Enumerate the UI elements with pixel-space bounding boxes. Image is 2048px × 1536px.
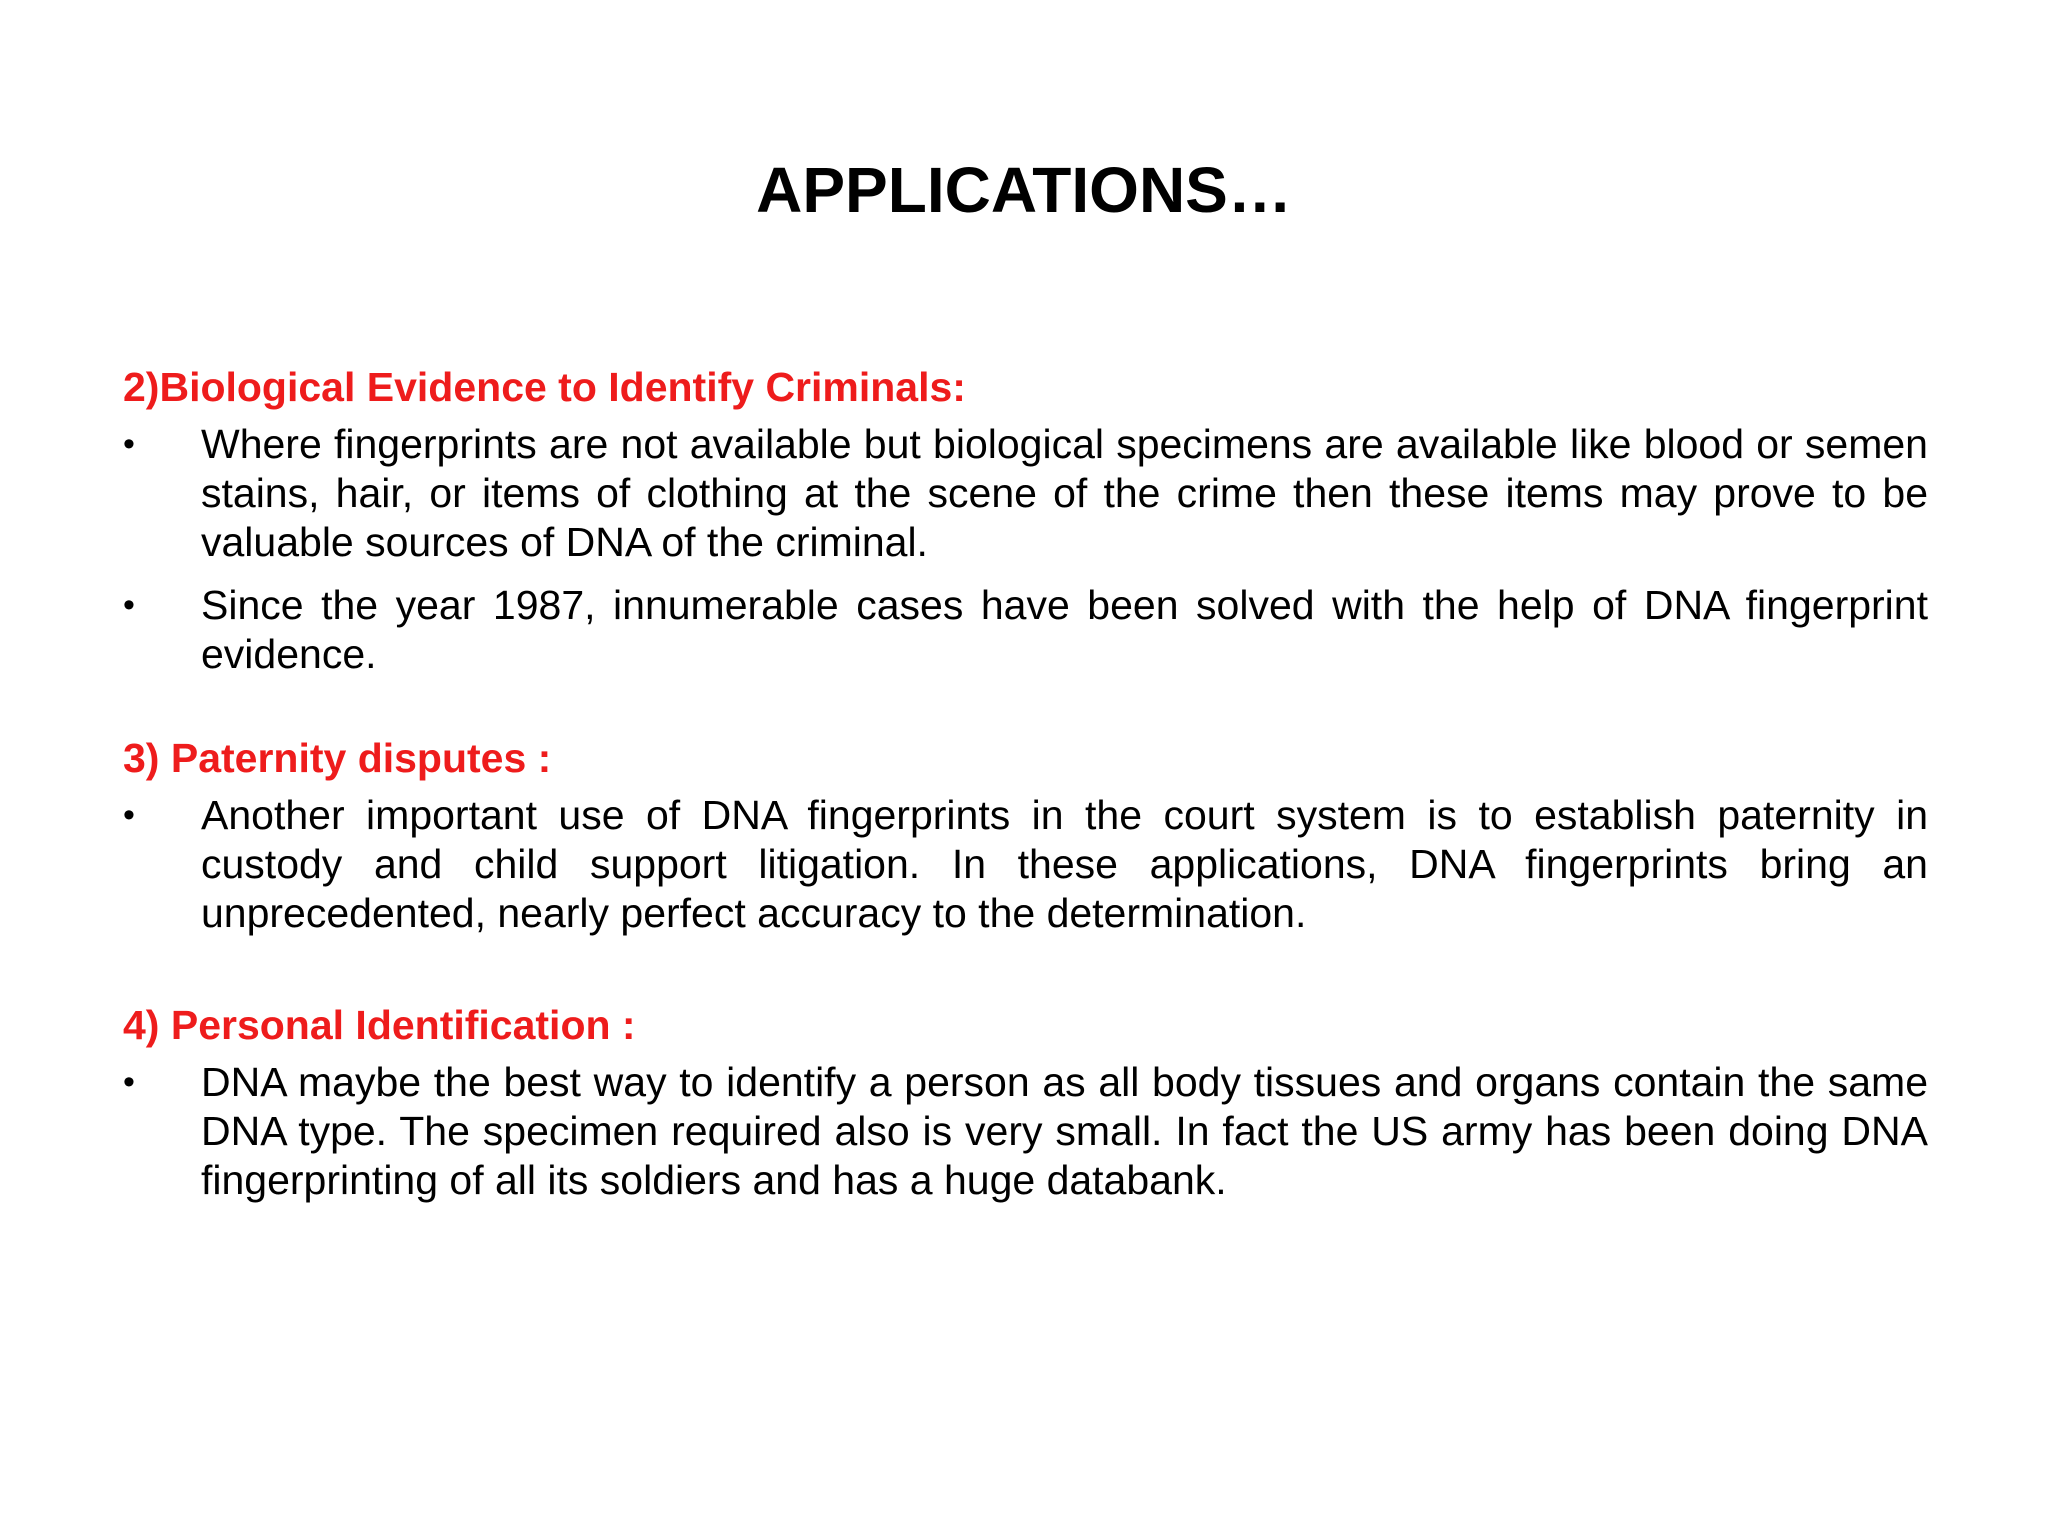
- bullet-text: Where fingerprints are not available but biological specimens are available like blood or semen stains, hair, or items of clothing at the scene of the crime then these items may prove to be valuable sources of DNA of the criminal.: [201, 421, 1928, 565]
- bullet-list: [123, 791, 1928, 938]
- section-paternity-disputes: [123, 733, 1928, 938]
- bullet-icon: •: [123, 425, 135, 463]
- slide-title: APPLICATIONS…: [756, 154, 1292, 226]
- bullet-list: [123, 1058, 1928, 1205]
- section-heading: 3) Paternity disputes :: [123, 735, 552, 781]
- bullet-list: [123, 420, 1928, 679]
- slide-content: [123, 362, 1928, 1219]
- section-personal-identification: [123, 1000, 1928, 1205]
- bullet-icon: •: [123, 586, 135, 624]
- bullet-text: Another important use of DNA fingerprints in the court system is to establish paternity in custody and child support litigation. In these applications, DNA fingerprints bring an unprecedented, nearly perfect accuracy to the determination.: [201, 792, 1928, 936]
- list-item: [123, 581, 1928, 679]
- bullet-icon: •: [123, 1063, 135, 1101]
- list-item: [123, 1058, 1928, 1205]
- bullet-text: DNA maybe the best way to identify a person as all body tissues and organs contain the same DNA type. The specimen required also is very small. In fact the US army has been doing DNA fingerprinting of all its soldiers and has a huge databank.: [201, 1059, 1928, 1203]
- bullet-text: Since the year 1987, innumerable cases have been solved with the help of DNA fingerprint evidence.: [201, 582, 1928, 677]
- bullet-icon: •: [123, 796, 135, 834]
- list-item: [123, 791, 1928, 938]
- list-item: [123, 420, 1928, 567]
- section-heading: 2)Biological Evidence to Identify Criminals:: [123, 364, 966, 410]
- section-heading: 4) Personal Identification :: [123, 1002, 636, 1048]
- section-biological-evidence: [123, 362, 1928, 679]
